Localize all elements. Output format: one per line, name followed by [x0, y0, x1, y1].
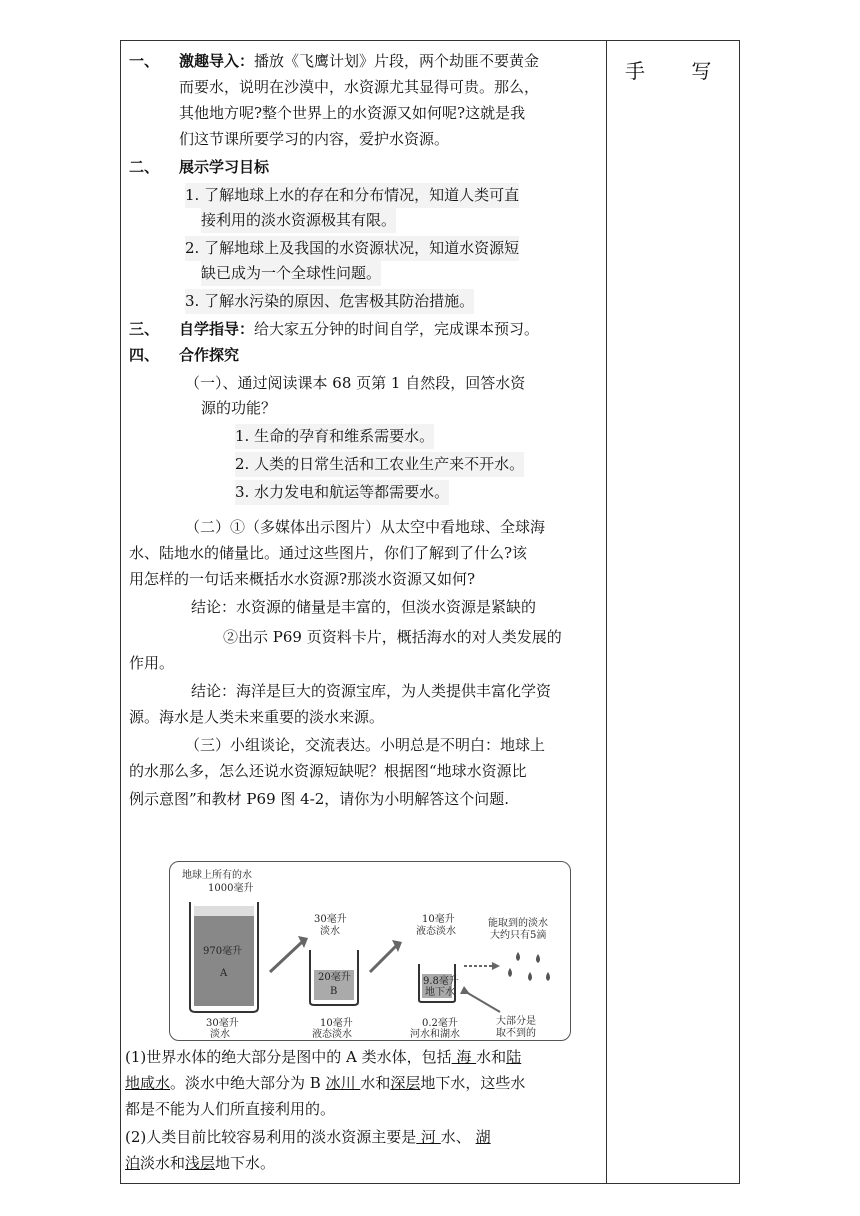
q2-line5: 作用。	[129, 654, 175, 672]
answer2-line1	[125, 1125, 491, 1150]
q1-line2: 源的功能？	[201, 399, 277, 417]
lesson-table	[120, 40, 740, 1184]
a-fresh2: 淡水	[210, 1029, 230, 1040]
blank-deep: 深层	[390, 1074, 421, 1092]
b-letter: B	[330, 986, 338, 997]
beaker-a	[190, 902, 258, 1040]
c-top: 10毫升	[422, 914, 455, 925]
blank-land: 陆	[506, 1048, 522, 1066]
sec2-heading: 展示学习目标	[179, 158, 270, 176]
fig-total: 1000毫升	[208, 883, 254, 894]
blank-shallow: 浅层	[185, 1154, 216, 1172]
blank-lake: 湖	[475, 1128, 491, 1146]
sec1-text: 播放《飞鹰计划》片段，两个劫匪不要黄金	[254, 52, 540, 70]
note-line1: 大部分是	[496, 1016, 536, 1027]
goal-text: 了解地球上水的存在和分布情况，知道人类可直	[204, 186, 520, 204]
sec4-heading-line	[129, 343, 239, 368]
arrow-2-icon	[370, 946, 396, 972]
a-letter: A	[220, 968, 228, 979]
a-fresh: 30毫升	[206, 1018, 239, 1029]
sec1-line2: 而要水，说明在沙漠中，水资源尤其显得可贵。那么，	[179, 78, 540, 96]
goal-text: 了解地球上及我国的水资源状况，知道水资源短	[204, 239, 520, 257]
q2-line3: 用怎样的一句话来概括水水资源?那淡水资源又如何?	[129, 570, 476, 588]
q1-item: 3. 水力发电和航运等都需要水。	[235, 480, 449, 505]
fig-title: 地球上所有的水	[182, 870, 252, 881]
goal-2	[185, 236, 519, 261]
goal-number: 1.	[185, 186, 200, 204]
goal-1	[185, 183, 519, 208]
q2-line1: （二）①（多媒体出示图片）从太空中看地球、全球海	[185, 518, 546, 536]
sec4-heading: 合作探究	[179, 346, 240, 364]
sec2-heading-line	[129, 155, 269, 180]
q2-conclusion1: 结论：水资源的储量是丰富的，但淡水资源是紧缺的	[191, 598, 537, 616]
sec3-lead: 自学指导：	[179, 320, 255, 338]
goal-number: 2.	[185, 239, 200, 257]
sec1-number: 一、	[129, 52, 160, 70]
b-liquid: 10毫升	[320, 1018, 353, 1029]
sec3-text: 给大家五分钟的时间自学，完成课本预习。	[254, 320, 540, 338]
a1-post: 。淡水中绝大部分为 B	[170, 1074, 326, 1092]
sec3-number: 三、	[129, 320, 160, 338]
note-line2: 取不到的	[496, 1028, 536, 1039]
arrow-1-icon	[270, 942, 302, 972]
a1-end: 地下水，这些水	[420, 1074, 526, 1092]
a1-pre: (1)世界水体的绝大部分是图中的 A 类水体，包括	[125, 1048, 452, 1066]
a-volume: 970毫升	[203, 946, 243, 957]
drops-line2: 大约只有5滴	[490, 930, 547, 941]
sec1-line1	[129, 49, 539, 74]
b-top: 30毫升	[314, 914, 347, 925]
q1-item: 2. 人类的日常生活和工农业生产来不开水。	[235, 452, 524, 477]
q3-line3: 例示意图”和教材 P69 图 4-2，请你为小明解答这个问题.	[129, 790, 510, 808]
sec1-lead: 激趣导入：	[179, 52, 255, 70]
q2-conclusion2b: 源。海水是人类未来重要的淡水来源。	[129, 708, 385, 726]
handwriting-column	[607, 41, 739, 1183]
c-volume2: 地下水	[425, 987, 455, 998]
sec4-number: 四、	[129, 346, 160, 364]
goal-3	[185, 289, 474, 314]
c-top2: 液态淡水	[416, 926, 456, 937]
q1-line1: （一）、通过阅读课本 68 页第 1 自然段，回答水资	[185, 374, 526, 392]
q2-line2: 水、陆地水的储量比。通过这些图片，你们了解到了什么?该	[129, 544, 528, 562]
drops-line1: 能取到的淡水	[488, 918, 548, 929]
water-figure-svg	[170, 862, 570, 1040]
blank-river: 河	[416, 1128, 441, 1146]
b-top2: 淡水	[320, 926, 340, 937]
c-volume: 9.8毫升	[423, 976, 459, 987]
a2-mid2: 淡水和	[140, 1154, 186, 1172]
sec1-line4: 们这节课所要学习的内容，爱护水资源。	[179, 130, 450, 148]
a2-pre: (2)人类目前比较容易利用的淡水资源主要是	[125, 1128, 417, 1146]
beaker-c	[410, 912, 460, 1040]
a1-mid: 水和	[476, 1048, 507, 1066]
blank-land-cont: 地咸水	[125, 1074, 171, 1092]
arrow-4-icon	[466, 992, 500, 1012]
blank-sea: 海	[451, 1048, 477, 1066]
a1-and: 水和	[360, 1074, 391, 1092]
a2-end: 地下水。	[215, 1154, 276, 1172]
answer2-line2	[125, 1151, 275, 1176]
q2-conclusion2a: 结论：海洋是巨大的资源宝库，为人类提供丰富化学资	[191, 682, 552, 700]
b-volume: 20毫升	[318, 972, 351, 983]
sec1-line3: 其他地方呢?整个世界上的水资源又如何呢?这就是我	[179, 104, 526, 122]
goal-2-cont: 缺已成为一个全球性问题。	[201, 261, 381, 286]
q3-line1: （三）小组谈论，交流表达。小明总是不明白：地球上	[185, 736, 546, 754]
b-liquid2: 液态淡水	[312, 1029, 352, 1040]
handwriting-label: 手 写	[625, 59, 732, 83]
answer1-line1	[125, 1045, 521, 1070]
c-bottom: 0.2毫升	[422, 1018, 458, 1029]
sec3-line	[129, 317, 539, 342]
goal-number: 3.	[185, 292, 200, 310]
water-resource-figure	[169, 861, 571, 1041]
q2-line4: ②出示 P69 页资料卡片，概括海水的对人类发展的	[223, 628, 562, 646]
goal-1-cont: 接利用的淡水资源极其有限。	[201, 208, 396, 233]
a2-mid: 水、	[440, 1128, 471, 1146]
water-drops-icon	[508, 952, 550, 981]
sec2-number: 二、	[129, 158, 160, 176]
beaker-b	[310, 912, 358, 1040]
blank-glacier: 冰川	[325, 1074, 361, 1092]
q3-line2: 的水那么多，怎么还说水资源短缺呢？根据图“地球水资源比	[129, 762, 527, 780]
c-bottom2: 河水和湖水	[410, 1029, 460, 1040]
goal-text: 了解水污染的原因、危害极其防治措施。	[204, 292, 475, 310]
blank-lake-cont: 泊	[125, 1154, 141, 1172]
answer1-line2	[125, 1071, 525, 1096]
answer1-line3: 都是不能为人们所直接利用的。	[125, 1100, 336, 1118]
q1-item: 1. 生命的孕育和维系需要水。	[235, 424, 434, 449]
